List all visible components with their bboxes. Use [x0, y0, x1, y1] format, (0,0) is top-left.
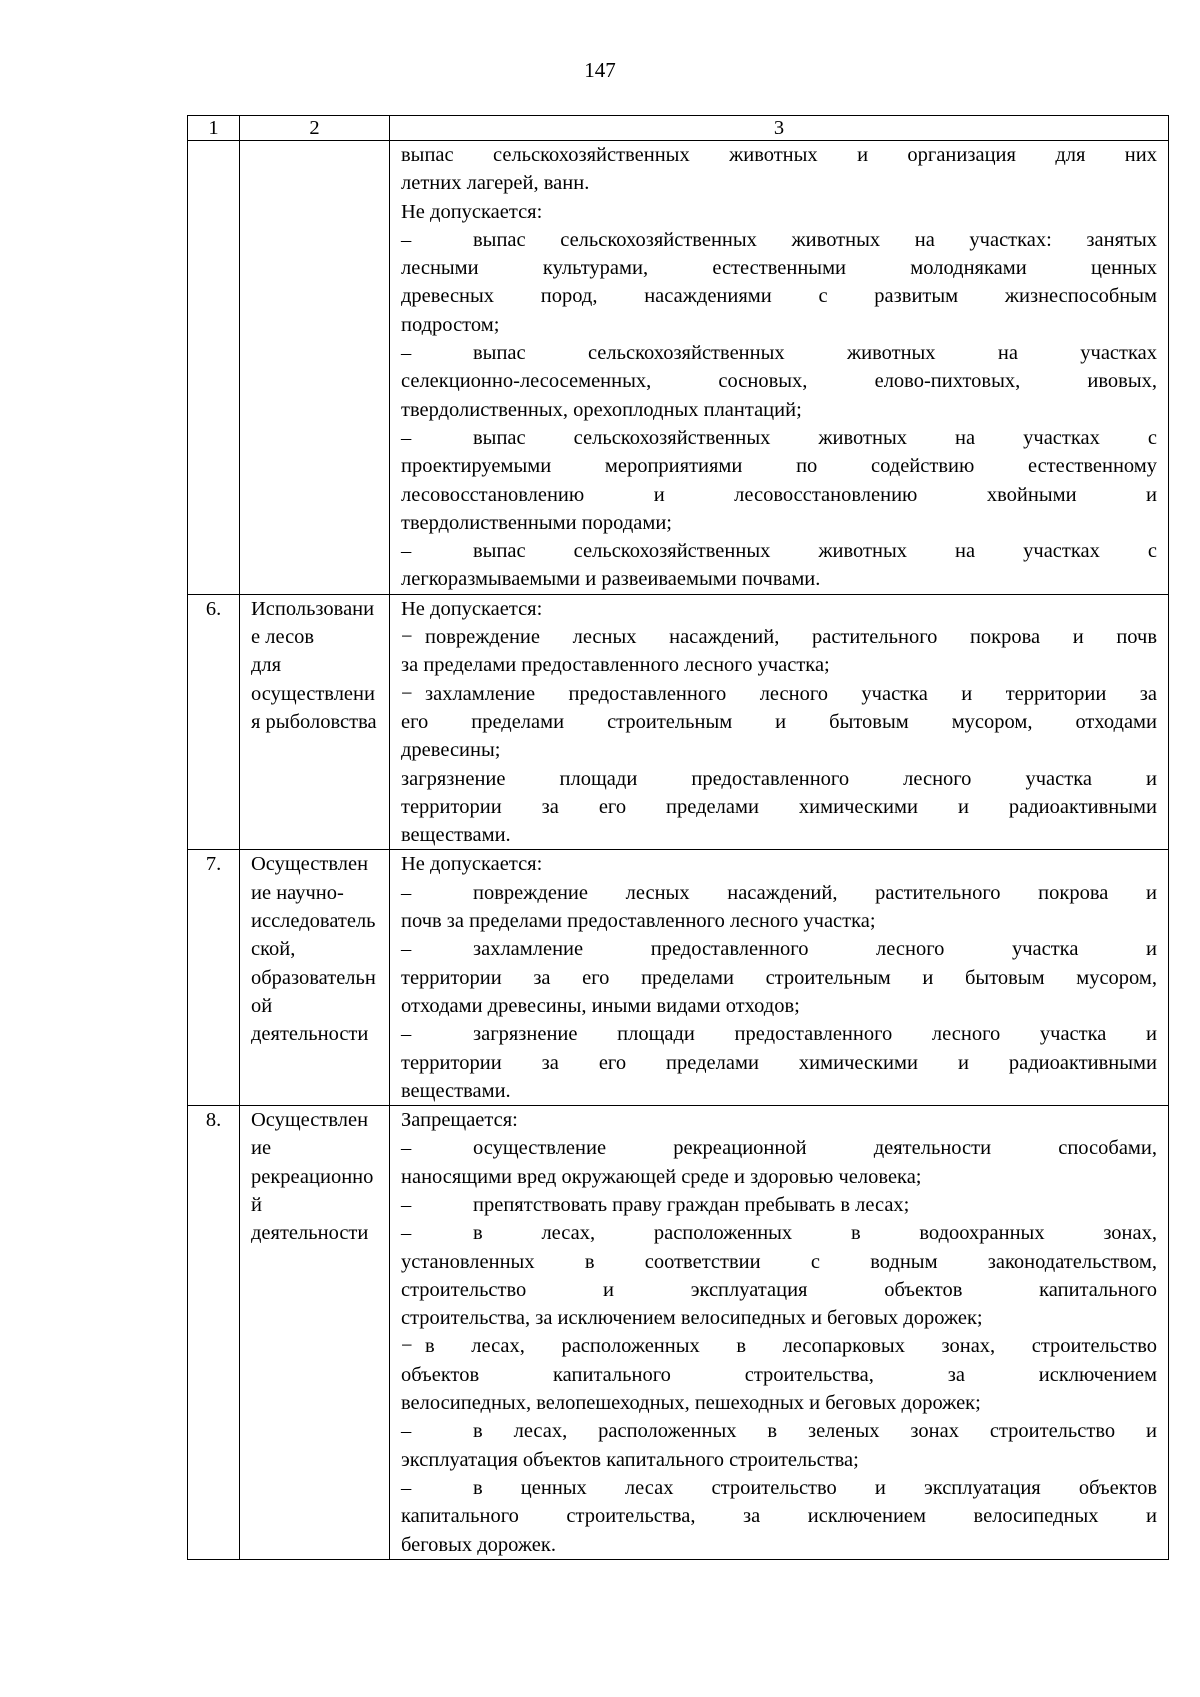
text-line: [401, 1304, 1157, 1332]
text-line: [401, 935, 1157, 963]
text-line: [401, 651, 1157, 679]
text-line-content: твердолиственных, орехоплодных плантаций;: [401, 398, 802, 421]
text-line-content: его пределами строительным и бытовым мусором, отходами: [401, 710, 1157, 733]
text-line-content: велосипедных, велопешеходных, пешеходных и беговых дорожек;: [401, 1392, 981, 1415]
text-line: [401, 708, 1157, 736]
dash-bullet: –: [401, 1023, 412, 1046]
text-line: [401, 311, 1157, 339]
header-col-1: 1: [188, 116, 240, 141]
text-line: [401, 879, 1157, 907]
text-line-content: древесных пород, насаждениями с развитым жизнеспособным: [401, 285, 1157, 308]
text-line: [401, 1020, 1157, 1048]
text-line-content: Не допускается:: [401, 597, 543, 620]
dash-bullet: –: [401, 881, 412, 904]
dash-bullet: –: [401, 540, 412, 563]
text-line: [401, 850, 1157, 878]
text-line-content: выпас сельскохозяйственных животных и организация для них: [401, 144, 1157, 166]
text-line: [401, 736, 1157, 764]
text-line-content: за пределами предоставленного лесного участка;: [401, 654, 830, 677]
text-line-content: территории за его пределами химическими и радиоактивными: [401, 795, 1157, 818]
header-col-3: 3: [390, 116, 1169, 141]
activity-name-line: Осуществлен: [251, 1109, 369, 1132]
text-line: [401, 793, 1157, 821]
text-line: [401, 339, 1157, 367]
text-line: [401, 595, 1157, 623]
text-line-content: селекционно-лесосеменных, сосновых, елово-пихтовых, ивовых,: [401, 370, 1157, 393]
table-row: [188, 850, 1169, 1106]
text-line: [401, 1446, 1157, 1474]
text-line-content: захламление предоставленного лесного участка и территории за: [425, 682, 1157, 705]
text-line-content: осуществление рекреационной деятельности способами,: [473, 1137, 1157, 1160]
activity-name-line: е лесов: [251, 626, 315, 649]
text-line: [401, 1049, 1157, 1077]
text-line-content: выпас сельскохозяйственных животных на участках: занятых: [473, 228, 1157, 251]
activity-name-line: для: [251, 654, 282, 677]
restrictions-text: [390, 850, 1169, 1106]
text-line-content: твердолиственными породами;: [401, 511, 673, 534]
table-row: [188, 141, 1169, 595]
activity-name-line: й: [251, 1193, 262, 1216]
row-number: 8.: [188, 1106, 240, 1560]
text-line-content: в ценных лесах строительство и эксплуатация объектов: [473, 1476, 1157, 1499]
text-line-content: выпас сельскохозяйственных животных на участках с: [473, 426, 1157, 449]
text-line-content: выпас сельскохозяйственных животных на участках: [473, 342, 1157, 365]
text-line: [401, 198, 1157, 226]
activity-name-line: Осуществлен: [251, 853, 369, 876]
text-line-content: лесными культурами, естественными молодняками ценных: [401, 257, 1157, 280]
text-line: [401, 537, 1157, 565]
text-line: [401, 1502, 1157, 1530]
activity-name-line: ие научно-: [251, 881, 344, 904]
text-line: [401, 1332, 1157, 1360]
text-line-content: загрязнение площади предоставленного лесного участка и: [401, 767, 1157, 790]
row-number: 6.: [188, 594, 240, 850]
text-line-content: в лесах, расположенных в лесопарковых зонах, строительство: [425, 1335, 1157, 1358]
text-line-content: летних лагерей, ванн.: [401, 172, 590, 195]
text-line: [401, 1361, 1157, 1389]
text-line-content: установленных в соответствии с водным законодательством,: [401, 1250, 1157, 1273]
text-line: [401, 509, 1157, 537]
regulations-table: [187, 115, 1169, 1560]
text-line-content: препятствовать праву граждан пребывать в лесах;: [473, 1193, 910, 1216]
table-row: [188, 1106, 1169, 1560]
activity-name-line: я рыболовства: [251, 710, 377, 733]
restrictions-text: [390, 1106, 1169, 1560]
page-number: 147: [584, 58, 616, 82]
text-line: [401, 1219, 1157, 1247]
text-line-content: загрязнение площади предоставленного лесного участка и: [473, 1023, 1157, 1046]
text-line-content: выпас сельскохозяйственных животных на участках с: [473, 540, 1157, 563]
text-line: [401, 424, 1157, 452]
activity-name: [240, 594, 390, 850]
text-line: [401, 141, 1157, 169]
dash-bullet: –: [401, 342, 412, 365]
activity-name-line: ие: [251, 1137, 272, 1160]
text-line: [401, 1134, 1157, 1162]
row-number: 7.: [188, 850, 240, 1106]
activity-name: [240, 1106, 390, 1560]
activity-name-line: ой: [251, 994, 273, 1017]
text-line: [401, 396, 1157, 424]
text-line: [401, 1077, 1157, 1105]
dash-bullet: –: [401, 426, 412, 449]
text-line-content: подростом;: [401, 313, 500, 336]
activity-name: [240, 141, 390, 595]
text-line-content: захламление предоставленного лесного участка и: [473, 938, 1157, 961]
dash-bullet: −: [401, 1335, 413, 1358]
text-line: [401, 565, 1157, 593]
text-line-content: строительства, за исключением велосипедных и беговых дорожек;: [401, 1307, 983, 1330]
text-line-content: повреждение лесных насаждений, растительного покрова и: [473, 881, 1157, 904]
text-line: [401, 452, 1157, 480]
text-line: [401, 226, 1157, 254]
text-line-content: Запрещается:: [401, 1109, 518, 1132]
text-line-content: в лесах, расположенных в зеленых зонах строительство и: [473, 1420, 1157, 1443]
text-line: [401, 1163, 1157, 1191]
table-header-row: [188, 116, 1169, 141]
text-line: [401, 1417, 1157, 1445]
text-line-content: отходами древесины, иными видами отходов;: [401, 994, 800, 1017]
text-line: [401, 254, 1157, 282]
activity-name: [240, 850, 390, 1106]
dash-bullet: −: [401, 682, 413, 705]
activity-name-line: образовательн: [251, 966, 376, 989]
text-line-content: объектов капитального строительства, за исключением: [401, 1363, 1157, 1386]
dash-bullet: –: [401, 938, 412, 961]
activity-name-line: деятельности: [251, 1222, 369, 1245]
dash-bullet: –: [401, 228, 412, 251]
text-line-content: территории за его пределами строительным и бытовым мусором,: [401, 966, 1157, 989]
dash-bullet: –: [401, 1222, 412, 1245]
dash-bullet: –: [401, 1137, 412, 1160]
text-line: [401, 1531, 1157, 1559]
text-line: [401, 992, 1157, 1020]
text-line: [401, 169, 1157, 197]
text-line-content: проектируемыми мероприятиями по содействию естественному: [401, 455, 1157, 478]
text-line: [401, 680, 1157, 708]
text-line-content: эксплуатация объектов капитального строительства;: [401, 1448, 859, 1471]
text-line-content: Не допускается:: [401, 200, 543, 223]
text-line-content: в лесах, расположенных в водоохранных зонах,: [473, 1222, 1157, 1245]
row-number: [188, 141, 240, 595]
text-line: [401, 1248, 1157, 1276]
activity-name-line: деятельности: [251, 1023, 369, 1046]
activity-name-line: осуществлени: [251, 682, 375, 705]
text-line-content: лесовосстановлению и лесовосстановлению хвойными и: [401, 483, 1157, 506]
text-line-content: почв за пределами предоставленного лесного участка;: [401, 910, 876, 933]
text-line-content: повреждение лесных насаждений, растительного покрова и почв: [425, 626, 1157, 649]
restrictions-text: [390, 594, 1169, 850]
text-line-content: легкоразмываемыми и развеиваемыми почвами.: [401, 568, 821, 591]
header-col-2: 2: [240, 116, 390, 141]
text-line: [401, 1191, 1157, 1219]
dash-bullet: –: [401, 1476, 412, 1499]
text-line: [401, 1389, 1157, 1417]
text-line-content: древесины;: [401, 739, 501, 762]
text-line: [401, 367, 1157, 395]
text-line-content: наносящими вред окружающей среде и здоровью человека;: [401, 1165, 922, 1188]
dash-bullet: –: [401, 1420, 412, 1443]
text-line-content: Не допускается:: [401, 853, 543, 876]
text-line: [401, 282, 1157, 310]
activity-name-line: исследователь: [251, 910, 376, 933]
activity-name-line: ской,: [251, 938, 296, 961]
text-line-content: беговых дорожек.: [401, 1533, 556, 1556]
text-line: [401, 964, 1157, 992]
text-line: [401, 1106, 1157, 1134]
text-line: [401, 481, 1157, 509]
text-line: [401, 623, 1157, 651]
text-line-content: строительство и эксплуатация объектов капитального: [401, 1278, 1157, 1301]
text-line-content: капитального строительства, за исключением велосипедных и: [401, 1505, 1157, 1528]
text-line: [401, 907, 1157, 935]
activity-name-line: Использовани: [251, 597, 375, 620]
restrictions-text: [390, 141, 1169, 595]
text-line-content: территории за его пределами химическими и радиоактивными: [401, 1051, 1157, 1074]
dash-bullet: –: [401, 1193, 412, 1216]
text-line: [401, 821, 1157, 849]
text-line-content: веществами.: [401, 1079, 511, 1102]
text-line: [401, 1474, 1157, 1502]
dash-bullet: −: [401, 626, 413, 649]
table-row: [188, 594, 1169, 850]
activity-name-line: рекреационно: [251, 1165, 374, 1188]
text-line: [401, 765, 1157, 793]
text-line: [401, 1276, 1157, 1304]
text-line-content: веществами.: [401, 824, 511, 847]
